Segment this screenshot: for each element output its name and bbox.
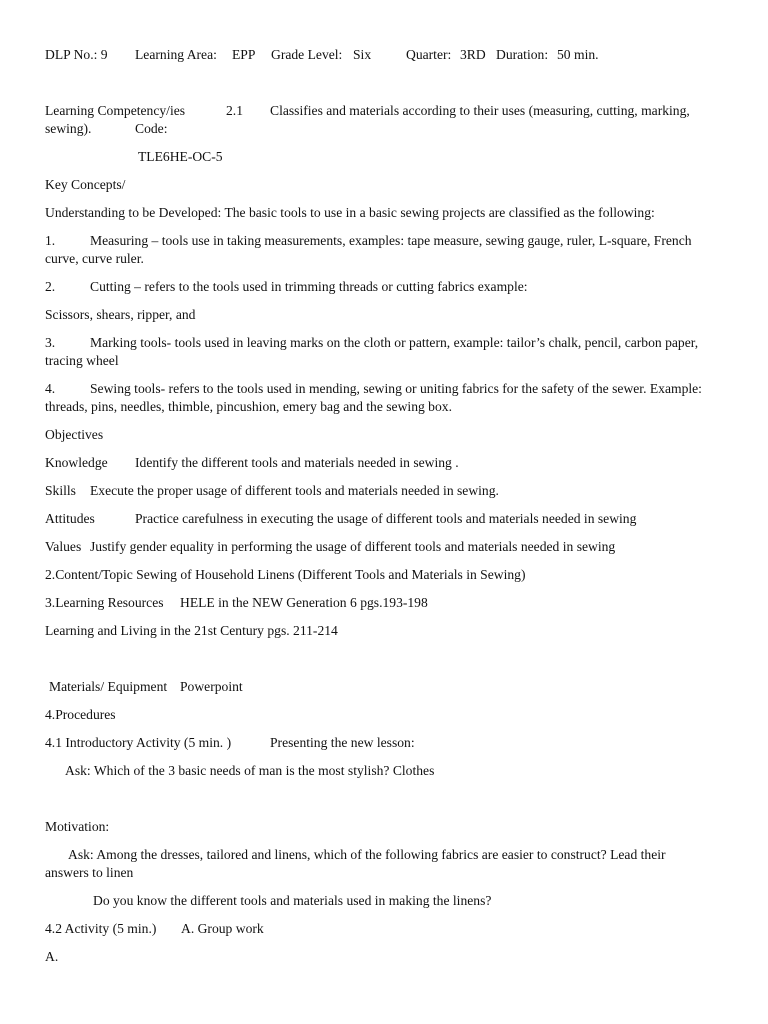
procedures-label: 4.Procedures [45,707,116,722]
skills-label: Skills [45,483,76,498]
intro-label: 4.1 Introductory Activity (5 min. ) [45,735,232,750]
content-topic: 2.Content/Topic Sewing of Household Linens (Different Tools and Materials in Sewing) [45,567,526,582]
learning-resources [45,594,428,611]
introductory-activity [45,734,415,751]
concept-item-1-cont: curve, curve ruler. [45,251,144,266]
skills-text: Execute the proper usage of different tools and materials needed in sewing. [90,483,499,498]
competency-line-2 [45,120,168,137]
activity-label: 4.2 Activity (5 min.) [45,921,157,936]
knowledge-label: Knowledge [45,455,108,470]
motivation-label: Motivation: [45,819,110,834]
concept-item-text: Cutting – refers to the tools used in trimming threads or cutting fabrics example: [90,279,528,294]
dlp-number: DLP No.: 9 [45,47,108,62]
ask-question-2: Ask: Among the dresses, tailored and linens, which of the following fabrics are easier to construct? Lead their [68,847,666,862]
attitudes-label: Attitudes [45,511,95,526]
competency-text: Classifies and materials according to their uses (measuring, cutting, marking, [270,103,690,118]
resources-line-2: Learning and Living in the 21st Century pgs. 211-214 [45,623,338,638]
duration-value: 50 min. [557,47,599,62]
concept-item-number: 2. [45,279,56,294]
materials-value: Powerpoint [180,679,243,694]
objective-knowledge [45,454,459,471]
objective-attitudes [45,510,637,527]
competency-number: 2.1 [226,103,243,118]
scissors-line: Scissors, shears, ripper, and [45,307,196,322]
knowledge-text: Identify the different tools and materials needed in sewing . [135,455,459,470]
concept-item-2 [45,278,528,295]
header-line [45,46,599,63]
concept-item-3 [45,334,699,351]
activity-line [45,920,264,937]
learning-area-label: Learning Area: [135,47,217,62]
materials-equipment [49,678,243,695]
resources-label: 3.Learning Resources [45,595,164,610]
concept-item-3-cont: tracing wheel [45,353,119,368]
activity-a-label: A. [45,949,59,964]
duration-label: Duration: [496,47,549,62]
intro-text: Presenting the new lesson: [270,735,415,750]
code-value: TLE6HE-OC-5 [138,149,223,164]
concept-item-number: 1. [45,233,56,248]
objective-values [45,538,616,555]
attitudes-text: Practice carefulness in executing the usage of different tools and materials needed in sewing [135,511,637,526]
concept-item-number: 3. [45,335,56,350]
ask-question-1: Ask: Which of the 3 basic needs of man is the most stylish? Clothes [65,763,435,778]
quarter-label: Quarter: [406,47,452,62]
materials-label: Materials/ Equipment [49,679,168,694]
concept-item-text: Sewing tools- refers to the tools used in mending, sewing or uniting fabrics for the safety of the sewer. Example: [90,381,702,396]
values-label: Values [45,539,82,554]
concept-item-text: Measuring – tools use in taking measurements, examples: tape measure, sewing gauge, ruler, L-square, French [90,233,692,248]
competency-text-cont: sewing). [45,121,92,136]
tools-question: Do you know the different tools and materials used in making the linens? [93,893,492,908]
concept-item-4 [45,380,702,397]
code-label: Code: [135,121,168,136]
grade-level-label: Grade Level: [271,47,343,62]
concept-item-number: 4. [45,381,56,396]
resources-text: HELE in the NEW Generation 6 pgs.193-198 [180,595,428,610]
understanding-text: Understanding to be Developed: The basic tools to use in a basic sewing projects are classified as the following: [45,205,655,220]
concept-item-4-cont: threads, pins, needles, thimble, pincushion, emery bag and the sewing box. [45,399,452,414]
values-text: Justify gender equality in performing the usage of different tools and materials needed in sewing [90,539,616,554]
concept-item-text: Marking tools- tools used in leaving marks on the cloth or pattern, example: tailor’s chalk, pencil, carbon paper, [90,335,699,350]
competency-line [45,102,690,119]
key-concepts-label: Key Concepts/ [45,177,126,192]
grade-level-value: Six [353,47,372,62]
learning-area-value: EPP [232,47,256,62]
objectives-label: Objectives [45,427,104,442]
quarter-value: 3RD [460,47,486,62]
concept-item-1 [45,232,692,249]
competency-label: Learning Competency/ies [45,103,186,118]
ask-question-2-cont: answers to linen [45,865,134,880]
activity-text: A. Group work [181,921,264,936]
objective-skills [45,482,499,499]
